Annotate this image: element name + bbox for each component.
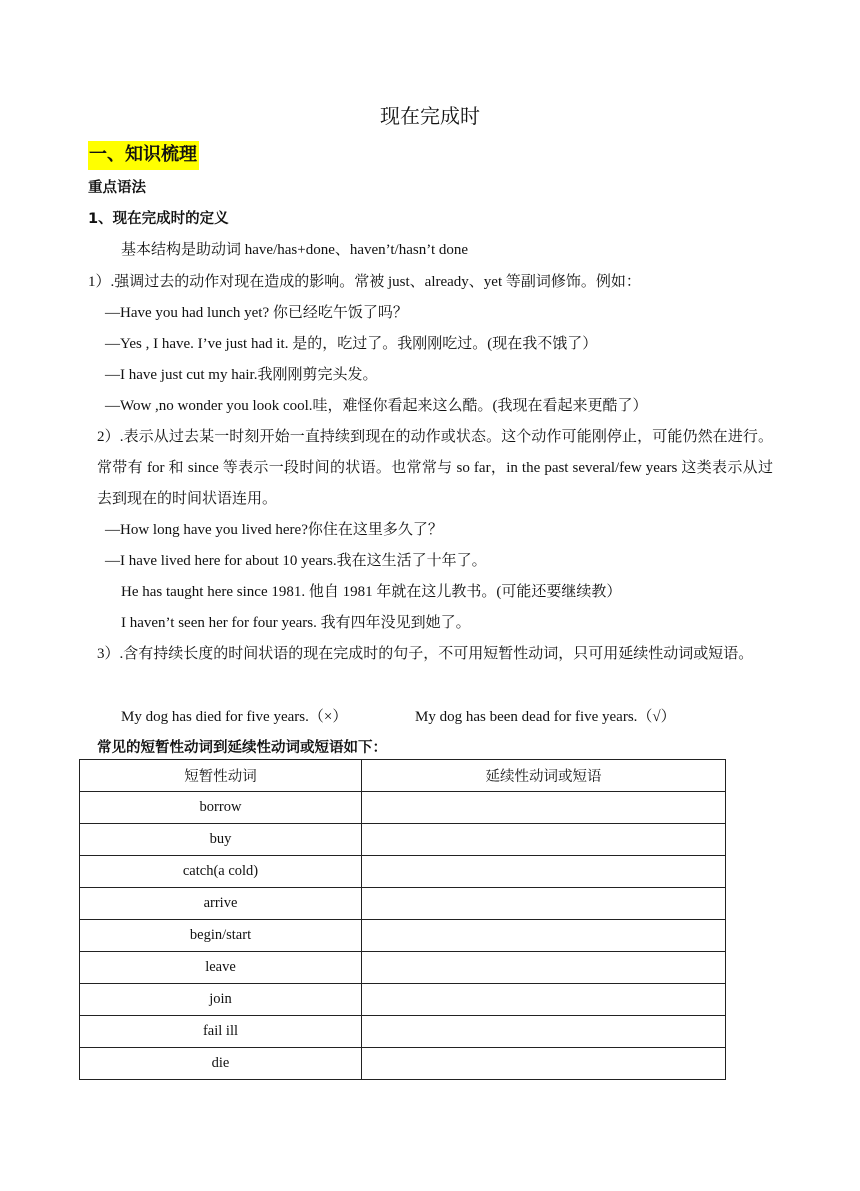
durative-verb-cell[interactable] [362,824,726,856]
table-row [80,1048,726,1080]
point-2-example: —How long have you lived here?你住在这里多久了？ [105,522,443,538]
short-verb-cell: join [80,984,362,1016]
point-2-example: He has taught here since 1981. 他自 1981 年就在这儿教书。(可能还要继续教） [121,584,622,600]
definition-heading: 1、现在完成时的定义 [88,211,229,227]
point-1-example: —Wow ,no wonder you look cool.哇，难怪你看起来这么酷。(我现在看起来更酷了） [105,398,648,414]
table-row [80,824,726,856]
durative-verb-cell[interactable] [362,856,726,888]
point-1-text: 1）.强调过去的动作对现在造成的影响。常被 just、already、yet 等副词修饰。例如： [88,274,641,290]
short-verb-cell: catch(a cold) [80,856,362,888]
basic-structure: 基本结构是助动词 have/has+done、haven’t/hasn’t done [121,242,469,258]
durative-verb-cell[interactable] [362,952,726,984]
table-row [80,792,726,824]
point-1-example: —Have you had lunch yet? 你已经吃午饭了吗？ [105,305,408,321]
durative-verb-cell[interactable] [362,888,726,920]
short-verb-cell: fail ill [80,1016,362,1048]
point-2-example: I haven’t seen her for four years. 我有四年没见到她了。 [121,615,471,631]
point-1-example: —I have just cut my hair.我刚刚剪完头发。 [105,367,378,383]
table-row [80,856,726,888]
durative-verb-cell[interactable] [362,920,726,952]
table-row [80,888,726,920]
short-verb-cell: arrive [80,888,362,920]
short-verb-cell: die [80,1048,362,1080]
table-row [80,952,726,984]
short-verb-cell: buy [80,824,362,856]
short-verb-cell: begin/start [80,920,362,952]
column-header: 短暂性动词 [80,760,362,792]
wrong-example: My dog has died for five years.（×） [121,709,348,725]
table-row [80,920,726,952]
column-header: 延续性动词或短语 [362,760,726,792]
table-heading: 常见的短暂性动词到延续性动词或短语如下： [97,740,387,756]
table-row [80,1016,726,1048]
section-heading: 一、知识梳理 [88,141,199,170]
table-row [80,984,726,1016]
table-header-row [80,760,726,792]
subheading: 重点语法 [88,180,146,196]
point-3-text: 3）.含有持续长度的时间状语的现在完成时的句子，不可用短暂性动词，只可用延续性动词或短语。 [97,646,754,662]
right-example: My dog has been dead for five years.（√） [415,709,676,725]
point-1-example: —Yes , I have. I’ve just had it. 是的，吃过了。我刚刚吃过。(现在我不饿了） [105,336,598,352]
page-title: 现在完成时 [380,104,480,128]
point-2-example: —I have lived here for about 10 years.我在这生活了十年了。 [105,553,487,569]
durative-verb-cell[interactable] [362,1016,726,1048]
short-verb-cell: borrow [80,792,362,824]
durative-verb-cell[interactable] [362,1048,726,1080]
durative-verb-cell[interactable] [362,984,726,1016]
durative-verb-cell[interactable] [362,792,726,824]
short-verb-cell: leave [80,952,362,984]
point-2-text: 2）.表示从过去某一时刻开始一直持续到现在的动作或状态。这个动作可能刚停止，可能仍然在进行。常带有 for 和 since 等表示一段时间的状语。也常常与 so far，in the past several/few years 这类表示从过去到现在的时间状语连用。 [97,429,773,507]
verb-table [79,759,726,1080]
